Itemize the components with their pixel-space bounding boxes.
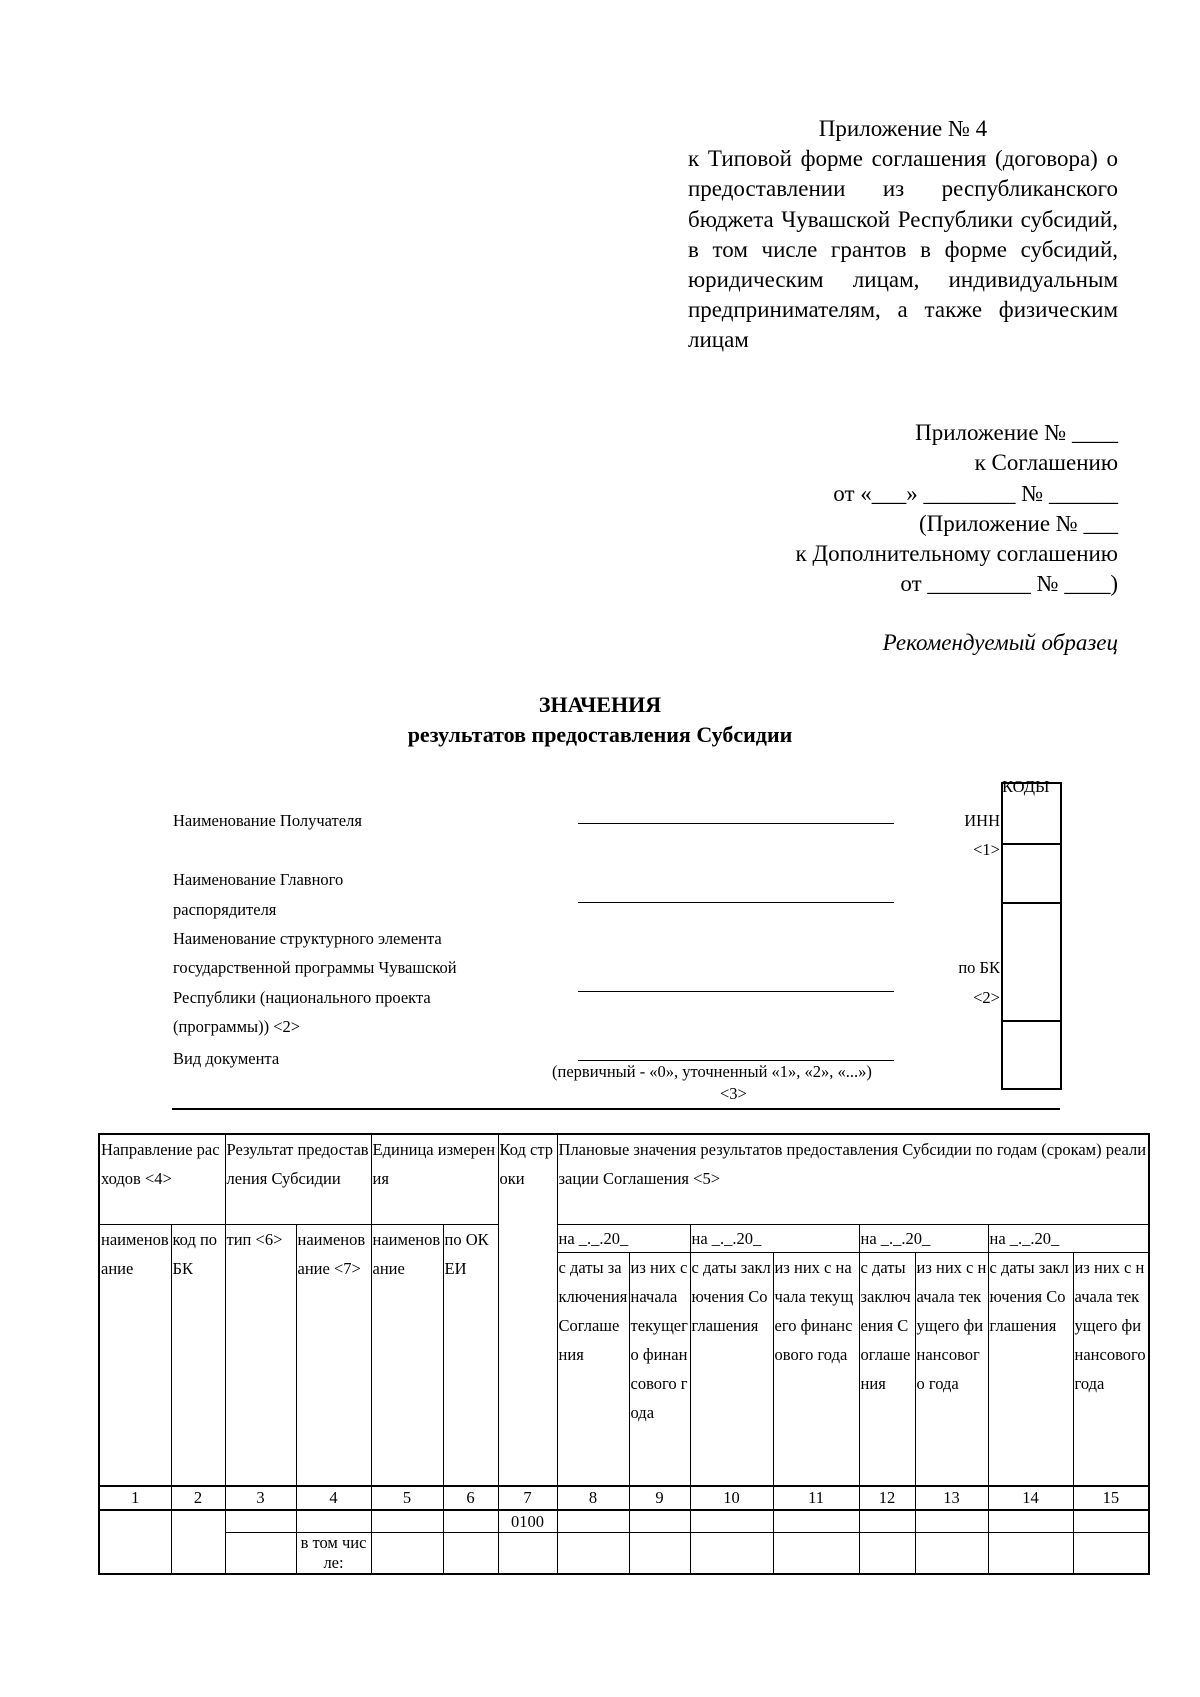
appendix-number: Приложение № 4 [818,116,988,141]
inn-ref: <1> [973,840,1000,859]
col-num-12: 12 [859,1486,915,1510]
recommended-sample: Рекомендуемый образец [882,630,1118,655]
table-cell[interactable] [99,1510,171,1574]
element-label-4: (программы)) <2> [173,1017,301,1036]
table-cell[interactable] [1073,1510,1149,1533]
header-direction: Направление расходов <4> [99,1134,225,1225]
supplementary-number: (Приложение № ___ [918,511,1118,536]
codes-box [1001,782,1062,1090]
codes-label: КОДЫ [1002,777,1050,796]
header-plan: Плановые значения результатов предоставления Субсидии по годам (срокам) реализации Соглашения <5> [557,1134,1149,1225]
incl-year-4: из них с начала текущего финансового года [1073,1253,1149,1487]
table-cell[interactable] [859,1533,915,1575]
recipient-label: Наименование Получателя [173,811,362,830]
table-cell[interactable] [296,1510,371,1533]
incl-year-1: из них с начала текущего финансового года [629,1253,690,1487]
manager-line [578,902,894,903]
header-result: Результат предоставления Субсидии [225,1134,371,1225]
col-num-8: 8 [557,1486,629,1510]
table-cell[interactable] [443,1510,498,1533]
results-table [98,1133,1150,1575]
table-cell[interactable] [915,1533,988,1575]
sub-okei: по ОКЕИ [443,1225,498,1487]
bk-label: по БК [958,958,1000,977]
col-num-6: 6 [443,1486,498,1510]
row-code-cell: 0100 [498,1510,557,1533]
table-cell[interactable] [690,1510,773,1533]
attachment-number: Приложение № ____ [915,420,1118,445]
table-cell[interactable] [690,1533,773,1575]
table-header-row-1 [99,1134,1149,1225]
attachment-date: от «___» ________ № ______ [833,481,1118,506]
period-date-3: на _._.20_ [859,1225,988,1253]
table-cell[interactable] [557,1533,629,1575]
sub-result-name: наименование <7> [296,1225,371,1487]
col-num-9: 9 [629,1486,690,1510]
doctype-label: Вид документа [173,1049,280,1068]
recipient-line [578,823,894,824]
sub-bk: код по БК [171,1225,225,1487]
incl-year-3: из них с начала текущего финансового года [915,1253,988,1487]
table-row [99,1510,1149,1533]
supplementary-label: к Дополнительному соглашению [795,541,1118,566]
table-cell[interactable] [371,1533,443,1575]
period-date-4: на _._.20_ [988,1225,1149,1253]
sub-name: наименование [99,1225,171,1487]
col-num-11: 11 [773,1486,859,1510]
table-cell[interactable] [443,1533,498,1575]
table-cell[interactable] [915,1510,988,1533]
doctype-note: (первичный - «0», уточненный «1», «2», «...») [552,1062,872,1081]
element-label-3: Республики (национального проекта [173,988,431,1007]
manager-code-cell[interactable] [1002,844,1061,903]
element-label-2: государственной программы Чувашской [173,958,457,977]
table-cell[interactable] [498,1533,557,1575]
from-date-3: с даты заключения Соглашения [859,1253,915,1487]
appendix-block [688,114,1118,356]
table-cell[interactable] [859,1510,915,1533]
col-num-7: 7 [498,1486,557,1510]
column-numbers-row [99,1486,1149,1510]
manager-label-1: Наименование Главного [173,870,344,889]
period-date-2: на _._.20_ [690,1225,859,1253]
table-cell[interactable] [225,1533,296,1575]
incl-year-2: из них с начала текущего финансового года [773,1253,859,1487]
header-unit: Единица измерения [371,1134,498,1225]
table-cell[interactable] [225,1510,296,1533]
table-row [99,1533,1149,1575]
page-subtitle: результатов предоставления Субсидии [407,722,793,747]
period-date-1: на _._.20_ [557,1225,690,1253]
table-cell[interactable] [988,1533,1073,1575]
header-bottom-rule [172,1108,1060,1110]
page-title: ЗНАЧЕНИЯ [538,692,662,717]
col-num-3: 3 [225,1486,296,1510]
doctype-ref: <3> [720,1084,747,1103]
col-num-5: 5 [371,1486,443,1510]
manager-label-2: распорядителя [173,900,277,919]
supplementary-date: от _________ № ____) [900,571,1118,596]
table-cell[interactable] [773,1533,859,1575]
table-cell[interactable] [629,1533,690,1575]
bk-code-cell[interactable] [1002,903,1061,1021]
sub-type: тип <6> [225,1225,296,1487]
table-header-row-2 [99,1225,1149,1253]
col-num-4: 4 [296,1486,371,1510]
sub-unit-name: наименование [371,1225,443,1487]
element-line [578,991,894,992]
from-date-2: с даты заключения Соглашения [690,1253,773,1487]
table-cell[interactable] [629,1510,690,1533]
table-cell[interactable] [988,1510,1073,1533]
appendix-body: к Типовой форме соглашения (договора) о предоставлении из республиканского бюджета Чувашской Республики субсидий, в том числе грантов в форме субсидий, юридическим лицам, индивидуальным предпринимателям, а также физическим лицам [688,146,1118,353]
table-cell[interactable] [171,1510,225,1574]
attachment-to-agreement: к Соглашению [974,450,1118,475]
inn-code-cell[interactable] [1002,783,1061,844]
table-cell[interactable] [371,1510,443,1533]
table-cell[interactable] [773,1510,859,1533]
col-num-2: 2 [171,1486,225,1510]
from-date-4: с даты заключения Соглашения [988,1253,1073,1487]
col-num-15: 15 [1073,1486,1149,1510]
doctype-code-cell[interactable] [1002,1021,1061,1089]
col-num-13: 13 [915,1486,988,1510]
element-label-1: Наименование структурного элемента [173,929,442,948]
col-num-14: 14 [988,1486,1073,1510]
inn-label: ИНН [964,811,1000,830]
col-num-10: 10 [690,1486,773,1510]
table-cell[interactable] [1073,1533,1149,1575]
from-date-1: с даты заключения Соглашения [557,1253,629,1487]
header-code: Код строки [498,1134,557,1486]
col-num-1: 1 [99,1486,171,1510]
bk-ref: <2> [973,988,1000,1007]
table-cell[interactable] [557,1510,629,1533]
including-cell: в том числе: [296,1533,371,1575]
